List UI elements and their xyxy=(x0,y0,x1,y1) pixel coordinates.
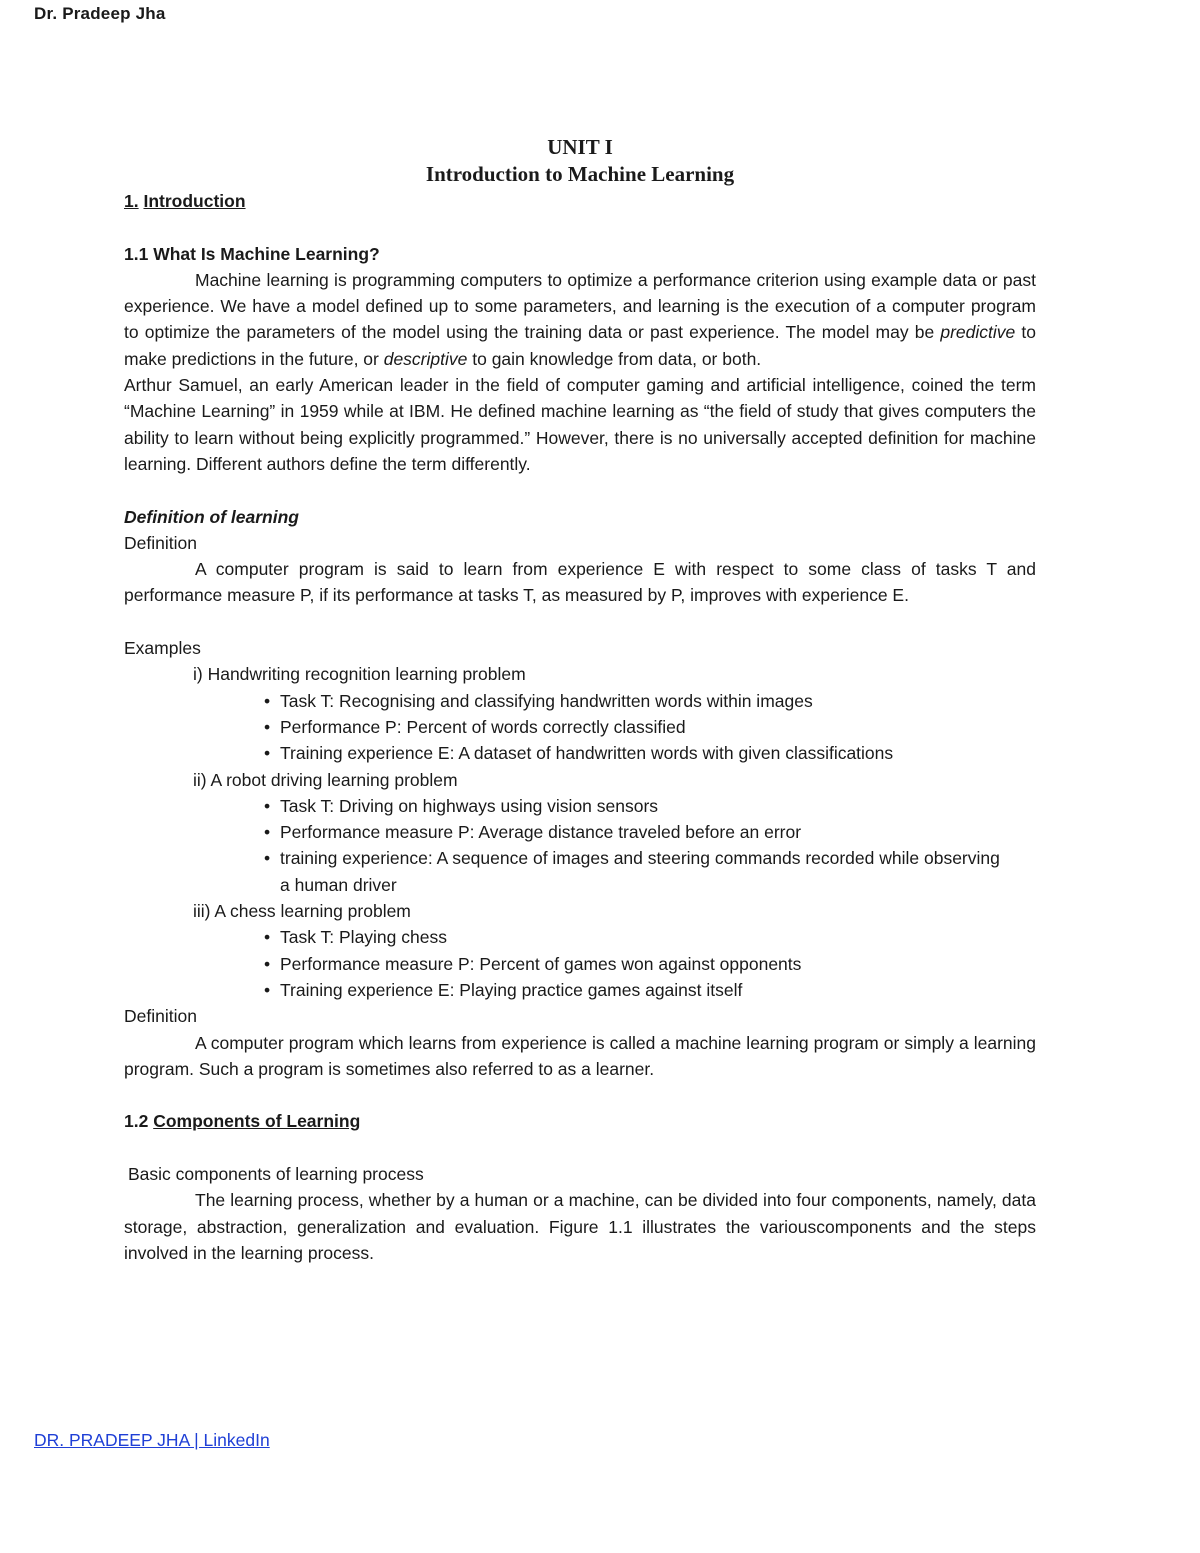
section-1-number: 1. xyxy=(124,191,139,211)
section-1-label: Introduction xyxy=(143,191,246,211)
section-1-heading xyxy=(124,188,1036,214)
definition-label: Definition xyxy=(124,532,197,553)
document-body xyxy=(124,134,1036,1266)
paragraph-arthur-samuel: Arthur Samuel, an early American leader in the field of computer gaming and artificial intelligence, coined the term “Machine Learning” in 1959 while at IBM. He defined machine learning as “the field of study that gives computers the ability to learn without being explicitly programmed.” However, there is no universally accepted definition for machine learning. Different authors define the term differently. xyxy=(124,375,1036,474)
p1-text-a: Machine learning is programming computers to optimize a performance criterion using example data or past experience. We have a model defined up to some parameters, and learning is the execution of a computer program to optimize the parameters of the model using the training data or past experience. The model may be xyxy=(124,269,1036,343)
example-3-title: iii) A chess learning problem xyxy=(193,901,411,922)
p1-text-c: to make predictions in the future, or xyxy=(124,322,1036,369)
section-1-2-heading xyxy=(124,1108,1036,1134)
spacer xyxy=(124,1135,1036,1161)
definition-text: A computer program is said to learn from experience E with respect to some class of tasks T and performance measure P, if its performance at tasks T, as measured by P, improves with experience E. xyxy=(124,559,1036,606)
list-item: • Performance measure P: Percent of games won against opponents xyxy=(264,951,1036,977)
spacer xyxy=(124,214,1036,240)
predictive-term: predictive xyxy=(940,322,1016,343)
example-1-list xyxy=(124,688,1036,767)
section-1-1-heading: 1.1 What Is Machine Learning? xyxy=(124,243,380,264)
example-2-list xyxy=(124,793,1036,898)
definition-label-2: Definition xyxy=(124,1006,197,1027)
list-item: • Performance measure P: Average distance traveled before an error xyxy=(264,819,1036,845)
example-3-list xyxy=(124,924,1036,1003)
list-item: • Performance P: Percent of words correctly classified xyxy=(264,714,1036,740)
basic-components-label: Basic components of learning process xyxy=(128,1163,424,1184)
list-item: • Task T: Recognising and classifying handwritten words within images xyxy=(264,688,1036,714)
header-author: Dr. Pradeep Jha xyxy=(34,4,166,23)
spacer xyxy=(124,1082,1036,1108)
unit-title: UNIT I xyxy=(547,135,613,159)
unit-subtitle: Introduction to Machine Learning xyxy=(425,162,735,186)
list-item: • Training experience E: Playing practice games against itself xyxy=(264,977,1036,1003)
p1-text-e: to gain knowledge from data, or both. xyxy=(467,348,762,369)
list-item: • Task T: Driving on highways using vision sensors xyxy=(264,793,1036,819)
descriptive-term: descriptive xyxy=(383,348,468,369)
footer-linkedin-link[interactable]: DR. PRADEEP JHA | LinkedIn xyxy=(34,1430,270,1450)
paragraph-ml-definition xyxy=(124,267,1036,372)
examples-label: Examples xyxy=(124,638,201,659)
learning-process-paragraph: The learning process, whether by a human or a machine, can be divided into four components, namely, data storage, abstraction, generalization and evaluation. Figure 1.1 illustrates the variouscomponents and the steps involved in the learning process. xyxy=(124,1190,1036,1263)
example-2-title: ii) A robot driving learning problem xyxy=(193,769,458,790)
spacer xyxy=(124,477,1036,503)
list-item: • Task T: Playing chess xyxy=(264,924,1036,950)
section-1-2-number: 1.2 xyxy=(124,1111,149,1132)
example-1-title: i) Handwriting recognition learning problem xyxy=(193,664,526,685)
list-item: • training experience: A sequence of images and steering commands recorded while observing a human driver xyxy=(264,845,1036,898)
spacer xyxy=(124,609,1036,635)
definition-of-learning-heading: Definition of learning xyxy=(124,506,299,527)
list-item: • Training experience E: A dataset of handwritten words with given classifications xyxy=(264,740,1036,766)
section-1-2-label: Components of Learning xyxy=(153,1111,361,1132)
definition-text-2: A computer program which learns from experience is called a machine learning program or simply a learning program. Such a program is sometimes also referred to as a learner. xyxy=(124,1032,1036,1079)
